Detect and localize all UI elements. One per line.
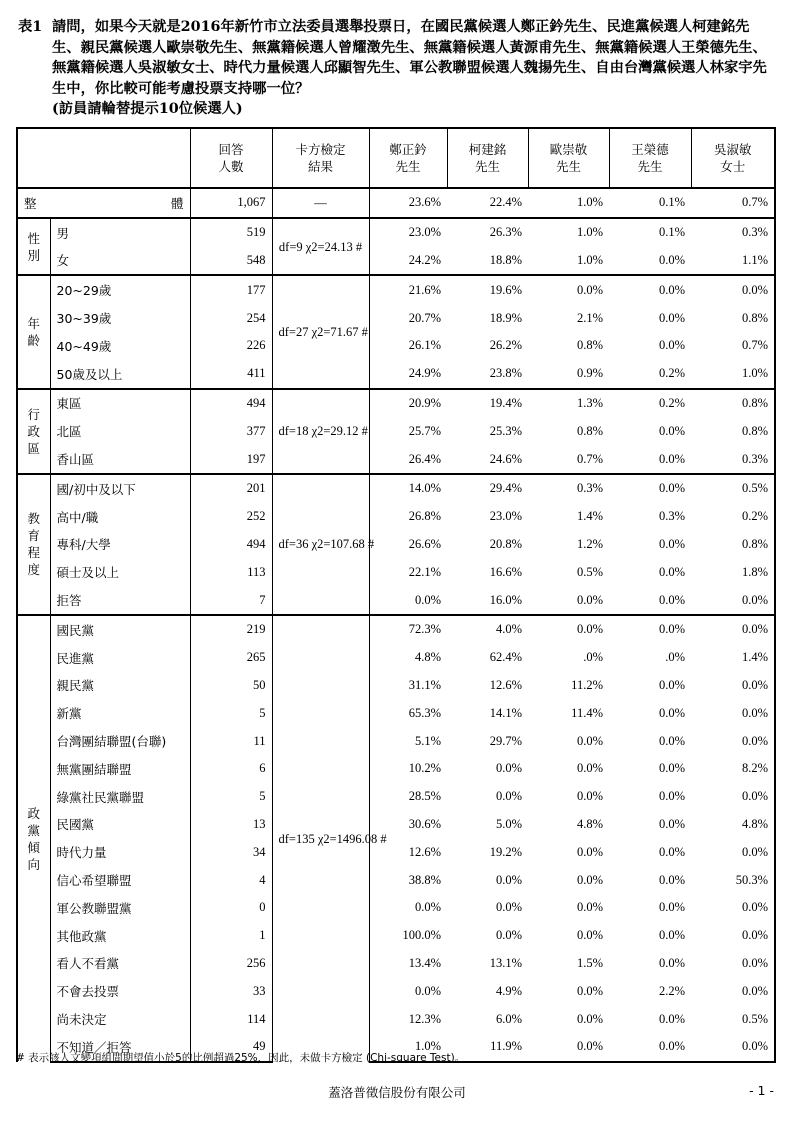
group-label: 年齡 [17,275,50,388]
total-chi: — [272,188,369,218]
row-value: 1.0% [369,1033,447,1062]
row-value: 0.2% [691,503,775,531]
row-value: 0.0% [691,783,775,811]
row-n: 6 [190,755,272,783]
row-label: 國/初中及以下 [50,474,190,503]
company-name: 蓋洛普徵信股份有限公司 [328,1085,466,1100]
row-value: 2.1% [576,310,603,325]
table-row [17,360,775,389]
row-value: 29.4% [447,474,528,503]
row-value: 23.8% [489,366,522,381]
row-value: 0.0% [495,761,522,776]
table-row [17,558,775,586]
header-candidate-2: 柯建銘 先生 [447,128,528,188]
row-label: 不會去投票 [50,977,190,1005]
row-value: 100.0% [402,928,441,943]
row-n: 256 [190,950,272,978]
table-row [17,783,775,811]
row-value: 0.0% [691,672,775,700]
table-row [17,531,775,559]
row-value: 0.0% [576,844,603,859]
row-value: 0.0% [691,894,775,922]
row-value: 0.0% [658,900,685,915]
row-value: 23.0% [369,218,447,247]
row-value: 0.0% [658,733,685,748]
table-row [17,332,775,360]
row-n: 5 [190,783,272,811]
table-row [17,503,775,531]
row-value: 31.1% [408,677,441,692]
row-value: 0.0% [691,922,775,950]
row-value: 0.0% [691,950,775,978]
row-value: 16.0% [489,592,522,607]
row-value: 26.3% [447,218,528,247]
row-value: 21.6% [369,275,447,304]
row-value: 0.0% [495,900,522,915]
row-value: 62.4% [489,650,522,665]
row-value: 0.0% [576,761,603,776]
row-n: 265 [190,644,272,672]
row-label: 無黨團結聯盟 [50,755,190,783]
row-value: 16.6% [489,564,522,579]
row-value: 0.0% [658,564,685,579]
row-label: 不知道／拒答 [50,1033,190,1062]
table-body [17,188,775,1062]
row-value: 0.0% [576,1011,603,1026]
total-row [17,188,775,218]
row-n: 11 [190,727,272,755]
row-value: .0% [583,650,603,665]
total-value: 0.7% [691,188,775,218]
row-value: 0.0% [495,872,522,887]
row-value: 0.8% [576,423,603,438]
row-value: 24.6% [489,451,522,466]
total-value: 0.1% [609,188,691,218]
header-candidate-5: 吳淑敏 女士 [691,128,775,188]
row-value: 72.3% [369,615,447,644]
row-value: 0.0% [576,733,603,748]
row-value: 24.9% [408,366,441,381]
table-row [17,755,775,783]
row-value: 0.0% [658,252,685,267]
row-value: 0.8% [691,531,775,559]
total-value: 1.0% [528,188,609,218]
row-value: 0.0% [414,592,441,607]
row-value: 0.0% [495,789,522,804]
row-value: 0.0% [658,338,685,353]
row-value: 0.0% [576,928,603,943]
row-value: .0% [665,650,685,665]
row-value: 0.7% [691,332,775,360]
row-value: 0.0% [576,592,603,607]
row-label: 40~49歲 [50,332,190,360]
table-row [17,727,775,755]
table-row [17,838,775,866]
row-value: 18.9% [489,310,522,325]
row-value: 6.0% [495,1011,522,1026]
row-value: 19.4% [447,389,528,418]
row-label: 尚未決定 [50,1005,190,1033]
row-value: 0.2% [609,389,691,418]
group-chi-square: df=27 χ2=71.67 # [272,275,369,388]
row-n: 226 [190,332,272,360]
crosstab-table [16,127,776,1063]
row-value: 23.0% [489,509,522,524]
row-label: 20~29歲 [50,275,190,304]
row-value: 0.0% [609,1033,691,1062]
row-value: 0.0% [658,789,685,804]
row-value: 14.1% [489,705,522,720]
row-value: 0.3% [691,445,775,474]
row-value: 0.0% [691,275,775,304]
table-row [17,615,775,644]
row-n: 33 [190,977,272,1005]
row-n: 13 [190,811,272,839]
row-value: 12.6% [408,844,441,859]
row-n: 1 [190,922,272,950]
row-n: 49 [190,1033,272,1062]
row-value: 0.0% [658,928,685,943]
row-value: 0.0% [658,451,685,466]
row-value: 26.6% [408,536,441,551]
table-row [17,894,775,922]
row-n: 519 [190,218,272,247]
row-value: 0.3% [691,218,775,247]
row-value: 1.4% [576,509,603,524]
row-n: 0 [190,894,272,922]
row-value: 0.0% [658,310,685,325]
table-row [17,922,775,950]
row-value: 0.3% [528,474,609,503]
row-value: 0.3% [658,509,685,524]
header-row [17,128,775,188]
row-label: 女 [50,247,190,276]
row-value: 0.5% [691,474,775,503]
row-value: 0.0% [691,1033,775,1062]
group-chi-square: df=135 χ2=1496.08 # [272,615,369,1062]
row-value: 26.2% [489,338,522,353]
interviewer-note: (訪員請輪替提示10位候選人) [52,101,243,117]
row-value: 22.1% [408,564,441,579]
row-value: 8.2% [691,755,775,783]
page-number: - 1 - [749,1083,774,1098]
row-value: 0.0% [576,872,603,887]
row-value: 65.3% [408,705,441,720]
row-value: 0.0% [691,727,775,755]
row-value: 20.7% [408,310,441,325]
row-value: 0.0% [609,275,691,304]
row-label: 新黨 [50,699,190,727]
row-value: 0.0% [528,615,609,644]
row-value: 1.2% [576,536,603,551]
row-value: 1.8% [691,558,775,586]
row-value: 1.0% [691,360,775,389]
row-value: 5.0% [495,816,522,831]
row-label: 50歲及以上 [50,360,190,389]
table-row [17,389,775,418]
row-value: 0.0% [609,474,691,503]
row-label: 北區 [50,417,190,445]
row-value: 2.2% [658,983,685,998]
row-value: 24.2% [408,252,441,267]
header-chi-square: 卡方檢定 結果 [272,128,369,188]
row-label: 信心希望聯盟 [50,866,190,894]
table-row [17,586,775,615]
row-value: 20.9% [369,389,447,418]
row-value: 1.4% [691,644,775,672]
group-chi-square: df=18 χ2=29.12 # [272,389,369,474]
group-label: 教育程度 [17,474,50,615]
group-chi-square: df=9 χ2=24.13 # [272,218,369,276]
row-n: 197 [190,445,272,474]
row-value: 0.0% [658,536,685,551]
row-n: 548 [190,247,272,276]
row-label: 國民黨 [50,615,190,644]
table-row [17,304,775,332]
row-n: 252 [190,503,272,531]
row-label: 台灣團結聯盟(台聯) [50,727,190,755]
table-row [17,950,775,978]
table-row [17,811,775,839]
row-value: 0.0% [658,705,685,720]
group-label: 行政區 [17,389,50,474]
row-value: 18.8% [489,252,522,267]
table-row [17,644,775,672]
row-label: 民國黨 [50,811,190,839]
row-label: 民進黨 [50,644,190,672]
row-value: 4.9% [495,983,522,998]
header-candidate-1: 鄭正鈐 先生 [369,128,447,188]
row-value: 0.8% [691,417,775,445]
row-value: 38.8% [408,872,441,887]
row-label: 看人不看黨 [50,950,190,978]
row-value: 0.0% [691,615,775,644]
table-row [17,977,775,1005]
row-value: 0.0% [658,677,685,692]
row-value: 0.0% [691,977,775,1005]
row-value: 20.8% [489,536,522,551]
header-corner [17,128,190,188]
table-row [17,275,775,304]
row-value: 0.9% [576,366,603,381]
row-value: 4.8% [691,811,775,839]
row-value: 1.0% [576,252,603,267]
row-value: 0.1% [609,218,691,247]
row-value: 0.8% [576,338,603,353]
row-value: 0.2% [658,366,685,381]
row-label: 高中/職 [50,503,190,531]
table-number: 表1 [18,19,43,35]
row-n: 50 [190,672,272,700]
row-value: 0.8% [691,389,775,418]
table-row [17,218,775,247]
row-label: 30~39歲 [50,304,190,332]
row-label: 親民黨 [50,672,190,700]
table-row [17,445,775,474]
row-value: 0.7% [576,451,603,466]
row-value: 0.0% [414,900,441,915]
row-n: 494 [190,531,272,559]
header-candidate-4: 王榮德 先生 [609,128,691,188]
row-value: 0.0% [658,872,685,887]
row-n: 34 [190,838,272,866]
group-label: 性別 [17,218,50,276]
row-value: 19.2% [489,844,522,859]
row-n: 201 [190,474,272,503]
row-label: 拒答 [50,586,190,615]
row-label: 軍公教聯盟黨 [50,894,190,922]
row-value: 0.0% [495,928,522,943]
row-value: 0.0% [576,900,603,915]
row-label: 其他政黨 [50,922,190,950]
row-label: 綠黨社民黨聯盟 [50,783,190,811]
row-value: 13.4% [408,955,441,970]
row-value: 0.0% [691,838,775,866]
header-candidate-3: 歐崇敬 先生 [528,128,609,188]
row-n: 411 [190,360,272,389]
row-value: 0.0% [528,275,609,304]
row-value: 1.1% [691,247,775,276]
row-n: 113 [190,558,272,586]
total-label: 整 體 [17,188,190,218]
row-label: 時代力量 [50,838,190,866]
row-value: 26.8% [408,509,441,524]
row-value: 26.1% [408,338,441,353]
row-value: 0.0% [658,844,685,859]
row-value: 50.3% [691,866,775,894]
row-value: 0.0% [658,423,685,438]
row-n: 177 [190,275,272,304]
table-row [17,1005,775,1033]
row-value: 0.0% [658,592,685,607]
table-row [17,417,775,445]
row-value: 0.0% [658,761,685,776]
row-value: 0.0% [691,699,775,727]
total-n: 1,067 [190,188,272,218]
row-value: 5.1% [414,733,441,748]
row-value: 0.0% [658,955,685,970]
row-n: 4 [190,866,272,894]
survey-question: 請問，如果今天就是2016年新竹市立法委員選舉投票日，在國民黨候選人鄭正鈐先生、民進黨候選人柯建銘先生、親民黨候選人歐崇敬先生、無黨籍候選人曾耀澂先生、無黨籍候選人黃源甫先生、無黨籍候選人王榮德先生、無黨籍候選人吳淑敏女士、時代力量候選人邱顯智先生、軍公教聯盟候選人魏揚先生、自由台灣黨候選人林家宇先生中，你比較可能考慮投票支持哪一位？ [52,19,767,97]
total-value: 23.6% [369,188,447,218]
row-value: 11.2% [571,677,603,692]
group-chi-square: df=36 χ2=107.68 # [272,474,369,615]
footnote: # 表示該人文變項組間期望值小於5的比例超過25%，因此，未做卡方檢定 (Chi-square Test)。 [16,1052,466,1064]
table-row [17,672,775,700]
row-value: 29.7% [489,733,522,748]
row-value: 11.4% [571,705,603,720]
row-value: 1.3% [528,389,609,418]
row-n: 5 [190,699,272,727]
row-value: 11.9% [447,1033,528,1062]
row-value: 0.0% [658,1011,685,1026]
row-value: 25.3% [489,423,522,438]
row-value: 19.6% [447,275,528,304]
row-n: 219 [190,615,272,644]
row-n: 377 [190,417,272,445]
row-n: 114 [190,1005,272,1033]
row-value: 25.7% [408,423,441,438]
row-value: 0.8% [691,304,775,332]
row-value: 4.8% [576,816,603,831]
row-value: 12.6% [489,677,522,692]
row-value: 12.3% [408,1011,441,1026]
row-label: 專科/大學 [50,531,190,559]
row-value: 4.0% [447,615,528,644]
row-n: 254 [190,304,272,332]
table-row [17,866,775,894]
row-value: 0.0% [658,816,685,831]
row-value: 0.0% [528,1033,609,1062]
group-label: 政黨傾向 [17,615,50,1062]
row-label: 碩士及以上 [50,558,190,586]
table-row [17,474,775,503]
row-value: 1.5% [576,955,603,970]
row-value: 1.0% [528,218,609,247]
row-value: 30.6% [408,816,441,831]
row-value: 13.1% [489,955,522,970]
table-heading [18,17,778,120]
row-value: 14.0% [369,474,447,503]
row-value: 0.0% [609,615,691,644]
row-value: 0.0% [414,983,441,998]
row-value: 28.5% [408,789,441,804]
table-row [17,247,775,276]
table-row [17,699,775,727]
header-respondents: 回答 人數 [190,128,272,188]
row-value: 0.0% [576,983,603,998]
row-n: 7 [190,586,272,615]
row-value: 4.8% [414,650,441,665]
row-value: 10.2% [408,761,441,776]
row-label: 東區 [50,389,190,418]
row-value: 0.5% [576,564,603,579]
row-label: 男 [50,218,190,247]
total-value: 22.4% [447,188,528,218]
row-value: 0.0% [691,586,775,615]
row-value: 0.0% [576,789,603,804]
row-label: 香山區 [50,445,190,474]
row-value: 26.4% [408,451,441,466]
row-n: 494 [190,389,272,418]
row-value: 0.5% [691,1005,775,1033]
